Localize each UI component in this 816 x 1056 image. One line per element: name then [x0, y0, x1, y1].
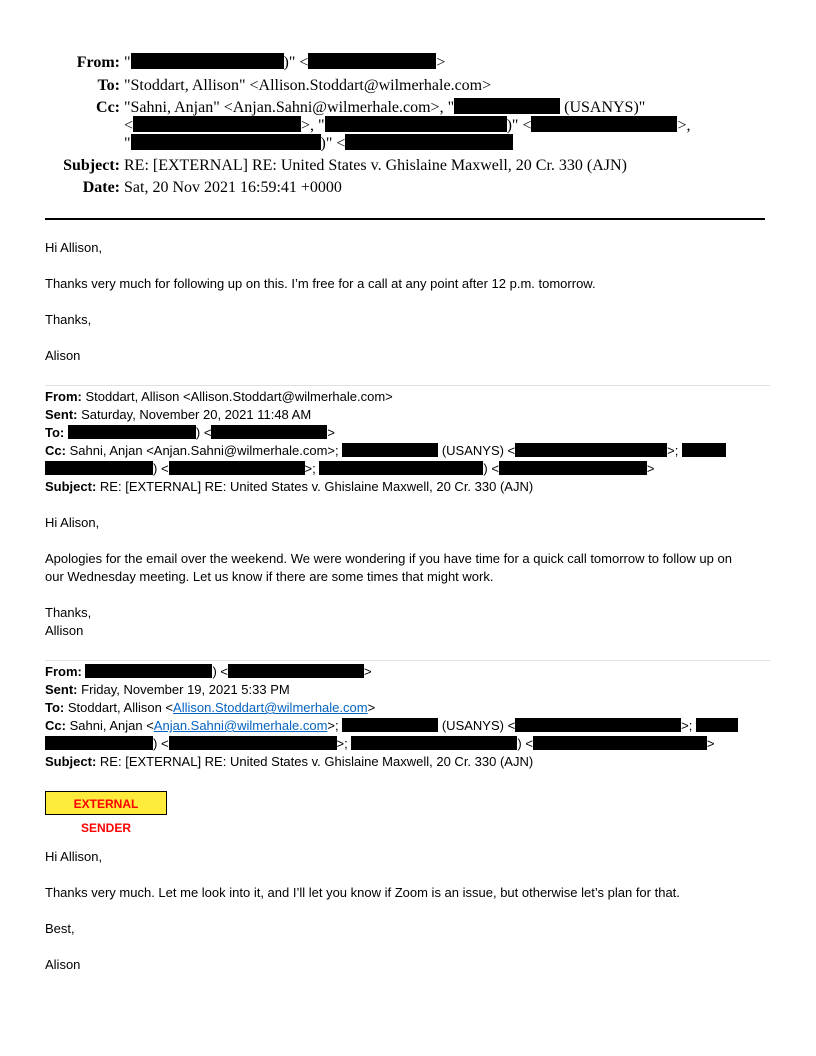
quoted-closing: Best,	[45, 921, 75, 936]
header-to-label: To:	[97, 77, 120, 94]
header-subject-value: RE: [EXTERNAL] RE: United States v. Ghislaine Maxwell, 20 Cr. 330 (AJN)	[124, 157, 627, 174]
redaction-bar	[499, 461, 647, 475]
quoted-sent-row: Sent: Saturday, November 20, 2021 11:48 AM	[45, 407, 312, 422]
email-link[interactable]: Anjan.Sahni@wilmerhale.com	[153, 718, 328, 733]
quoted-to-row: To: Stoddart, Allison <Allison.Stoddart@wilmerhale.com>	[45, 700, 376, 715]
quoted-from-row: From: Stoddart, Allison <Allison.Stoddart@wilmerhale.com>	[45, 389, 393, 404]
redaction-bar	[682, 443, 726, 457]
quoted-cc-row: Cc: Sahni, Anjan <Anjan.Sahni@wilmerhale.com>; (USANYS) < >;	[45, 442, 726, 460]
quoted-signature: Alison	[45, 957, 81, 972]
quoted-to-row: To: ) < >	[45, 425, 336, 440]
quoted-body: Thanks very much. Let me look into it, and I’ll let you know if Zoom is an issue, but otherwise let’s plan for that.	[45, 885, 680, 900]
redaction-bar	[533, 736, 707, 750]
redaction-bar	[342, 443, 438, 457]
redaction-bar	[169, 461, 305, 475]
header-date-value: Sat, 20 Nov 2021 16:59:41 +0000	[124, 179, 342, 196]
redaction-bar	[515, 718, 681, 732]
redaction-bar	[228, 664, 364, 678]
redaction-bar	[308, 53, 436, 69]
quote-separator	[45, 660, 770, 661]
redaction-bar	[45, 736, 153, 750]
quoted-signature: Allison	[45, 623, 84, 638]
header-date-label: Date:	[82, 179, 120, 196]
quote-separator	[45, 385, 770, 386]
redaction-bar	[319, 461, 483, 475]
redaction-bar	[696, 718, 738, 732]
message-closing: Thanks,	[45, 312, 92, 327]
redaction-bar	[515, 443, 667, 457]
quoted-greeting: Hi Allison,	[45, 849, 103, 864]
quoted-from-row: From: ) < >	[45, 664, 372, 679]
header-to-value: "Stoddart, Allison" <Allison.Stoddart@wilmerhale.com>	[124, 77, 492, 94]
quoted-subject-row: Subject: RE: [EXTERNAL] RE: United States v. Ghislaine Maxwell, 20 Cr. 330 (AJN)	[45, 754, 534, 769]
message-greeting: Hi Allison,	[45, 240, 103, 255]
message-signature: Alison	[45, 348, 81, 363]
header-subject-label: Subject:	[63, 157, 120, 174]
quoted-sent-row: Sent: Friday, November 19, 2021 5:33 PM	[45, 682, 290, 697]
header-from-label: From:	[76, 54, 120, 71]
redaction-bar	[454, 98, 560, 114]
quoted-closing: Thanks,	[45, 605, 92, 620]
redaction-bar	[85, 664, 212, 678]
redaction-bar	[131, 134, 321, 150]
redaction-bar	[351, 736, 517, 750]
redaction-bar	[68, 425, 196, 439]
quoted-body-line: our Wednesday meeting. Let us know if there are some times that might work.	[45, 569, 494, 584]
quoted-cc-row: Cc: Sahni, Anjan <Anjan.Sahni@wilmerhale.com>; (USANYS) < >;	[45, 717, 738, 735]
message-body: Thanks very much for following up on this. I’m free for a call at any point after 12 p.m. tomorrow.	[45, 276, 596, 291]
redaction-bar	[211, 425, 327, 439]
quoted-greeting: Hi Alison,	[45, 515, 100, 530]
redaction-bar	[345, 134, 513, 150]
email-link[interactable]: Allison.Stoddart@wilmerhale.com	[173, 700, 368, 715]
redaction-bar	[131, 53, 284, 69]
redaction-bar	[342, 718, 438, 732]
header-divider	[45, 218, 765, 220]
header-cc-label: Cc:	[96, 99, 120, 116]
redaction-bar	[325, 116, 507, 132]
redaction-bar	[531, 116, 677, 132]
redaction-bar	[133, 116, 301, 132]
quoted-subject-row: Subject: RE: [EXTERNAL] RE: United States v. Ghislaine Maxwell, 20 Cr. 330 (AJN)	[45, 479, 534, 494]
redaction-bar	[169, 736, 337, 750]
quoted-cc-row-2: ) < >; ) < >	[45, 460, 655, 478]
quoted-body-line: Apologies for the email over the weekend. We were wondering if you have time for a quick call tomorrow to follow up on	[45, 551, 732, 566]
quoted-cc-row-2: ) < >; ) < >	[45, 735, 715, 753]
redaction-bar	[45, 461, 153, 475]
external-sender-badge: EXTERNAL SENDER	[45, 791, 167, 815]
